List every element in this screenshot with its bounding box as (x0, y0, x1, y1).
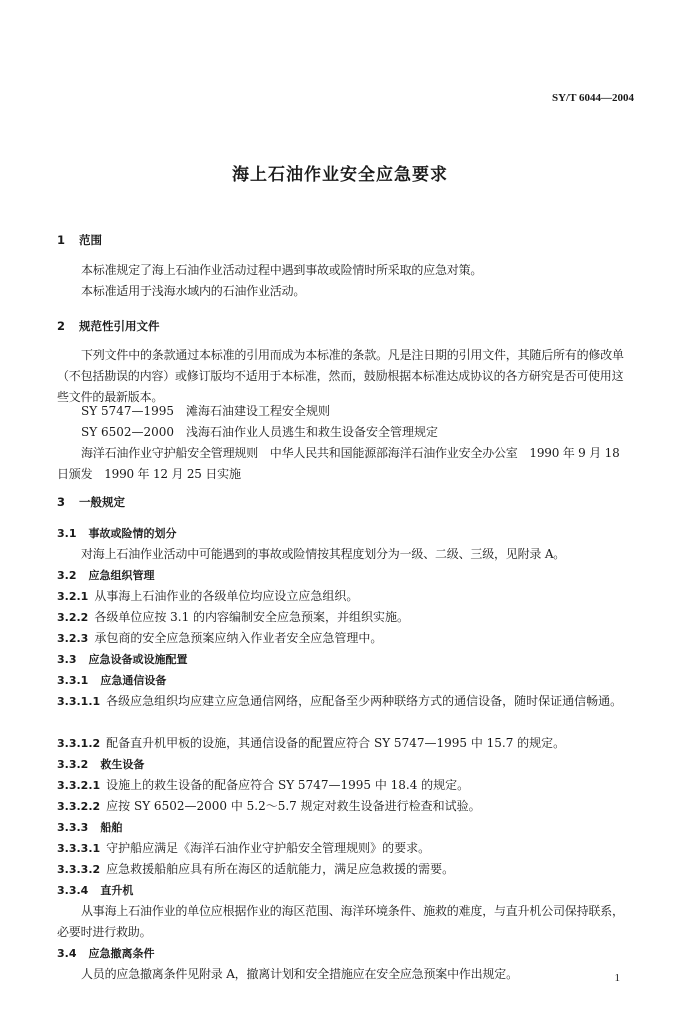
clause: 3.3.2.1 设施上的救生设备的配备应符合 SY 5747—1995 中 18.4 的规定。 (57, 778, 470, 792)
subsection-heading: 3.2 应急组织管理 (57, 569, 155, 582)
reference-item: SY 6502—2000 浅海石油作业人员逃生和救生设备安全管理规定 (81, 425, 439, 439)
paragraph: 本标准适用于浅海水域内的石油作业活动。 (81, 284, 306, 298)
subsection-heading: 3.3.3 船舶 (57, 821, 123, 834)
paragraph: 人员的应急撤离条件见附录 A，撤离计划和安全措施应在安全应急预案中作出规定。 (81, 967, 518, 981)
section-heading: 1 范围 (57, 233, 102, 247)
page-number: 1 (614, 972, 620, 984)
clause: 3.2.3 承包商的安全应急预案应纳入作业者安全应急管理中。 (57, 631, 383, 645)
section-heading: 2 规范性引用文件 (57, 319, 160, 333)
subsection-heading: 3.3.1 应急通信设备 (57, 674, 167, 687)
subsection-heading: 3.4 应急撤离条件 (57, 947, 155, 960)
clause: 3.2.2 各级单位应按 3.1 的内容编制安全应急预案，并组织实施。 (57, 610, 410, 624)
paragraph: 从事海上石油作业的单位应根据作业的海区范围、海洋环境条件、施救的难度，与直升机公司保持联系，必要时进行救助。 (57, 904, 624, 939)
paragraph: 本标准规定了海上石油作业活动过程中遇到事故或险情时所采取的应急对策。 (81, 263, 483, 277)
document-title: 海上石油作业安全应急要求 (232, 165, 448, 185)
reference-item: 海洋石油作业守护船安全管理规则 中华人民共和国能源部海洋石油作业安全办公室 1990 年 9 月 18 日颁发 1990 年 12 月 25 日实施 (57, 446, 620, 481)
subsection-heading: 3.3 应急设备或设施配置 (57, 653, 188, 666)
clause: 3.3.1.2 配备直升机甲板的设施，其通信设备的配置应符合 SY 5747—1995 中 15.7 的规定。 (57, 736, 566, 750)
subsection-heading: 3.1 事故或险情的划分 (57, 527, 177, 540)
section-heading: 3 一般规定 (57, 495, 125, 509)
clause: 3.3.1.1 各级应急组织均应建立应急通信网络，应配备至少两种联络方式的通信设备，随时保证通信畅通。 (57, 694, 623, 708)
reference-item: SY 5747—1995 滩海石油建设工程安全规则 (81, 404, 331, 418)
paragraph: 对海上石油作业活动中可能遇到的事故或险情按其程度划分为一级、二级、三级，见附录 A。 (81, 547, 566, 561)
document-number: SY/T 6044—2004 (551, 92, 634, 104)
subsection-heading: 3.3.4 直升机 (57, 884, 134, 897)
clause: 3.3.3.1 守护船应满足《海洋石油作业守护船安全管理规则》的要求。 (57, 841, 431, 855)
clause: 3.2.1 从事海上石油作业的各级单位均应设立应急组织。 (57, 589, 359, 603)
clause: 3.3.3.2 应急救援船舶应具有所在海区的适航能力，满足应急救援的需要。 (57, 862, 455, 876)
paragraph: 下列文件中的条款通过本标准的引用而成为本标准的条款。凡是注日期的引用文件，其随后所有的修改单（不包括勘误的内容）或修订版均不适用于本标准，然而，鼓励根据本标准达成协议的各方研究是否可使用这些文件的最新版本。 (57, 348, 624, 404)
clause: 3.3.2.2 应按 SY 6502—2000 中 5.2～5.7 规定对救生设备进行检查和试验。 (57, 799, 481, 813)
subsection-heading: 3.3.2 救生设备 (57, 758, 145, 771)
